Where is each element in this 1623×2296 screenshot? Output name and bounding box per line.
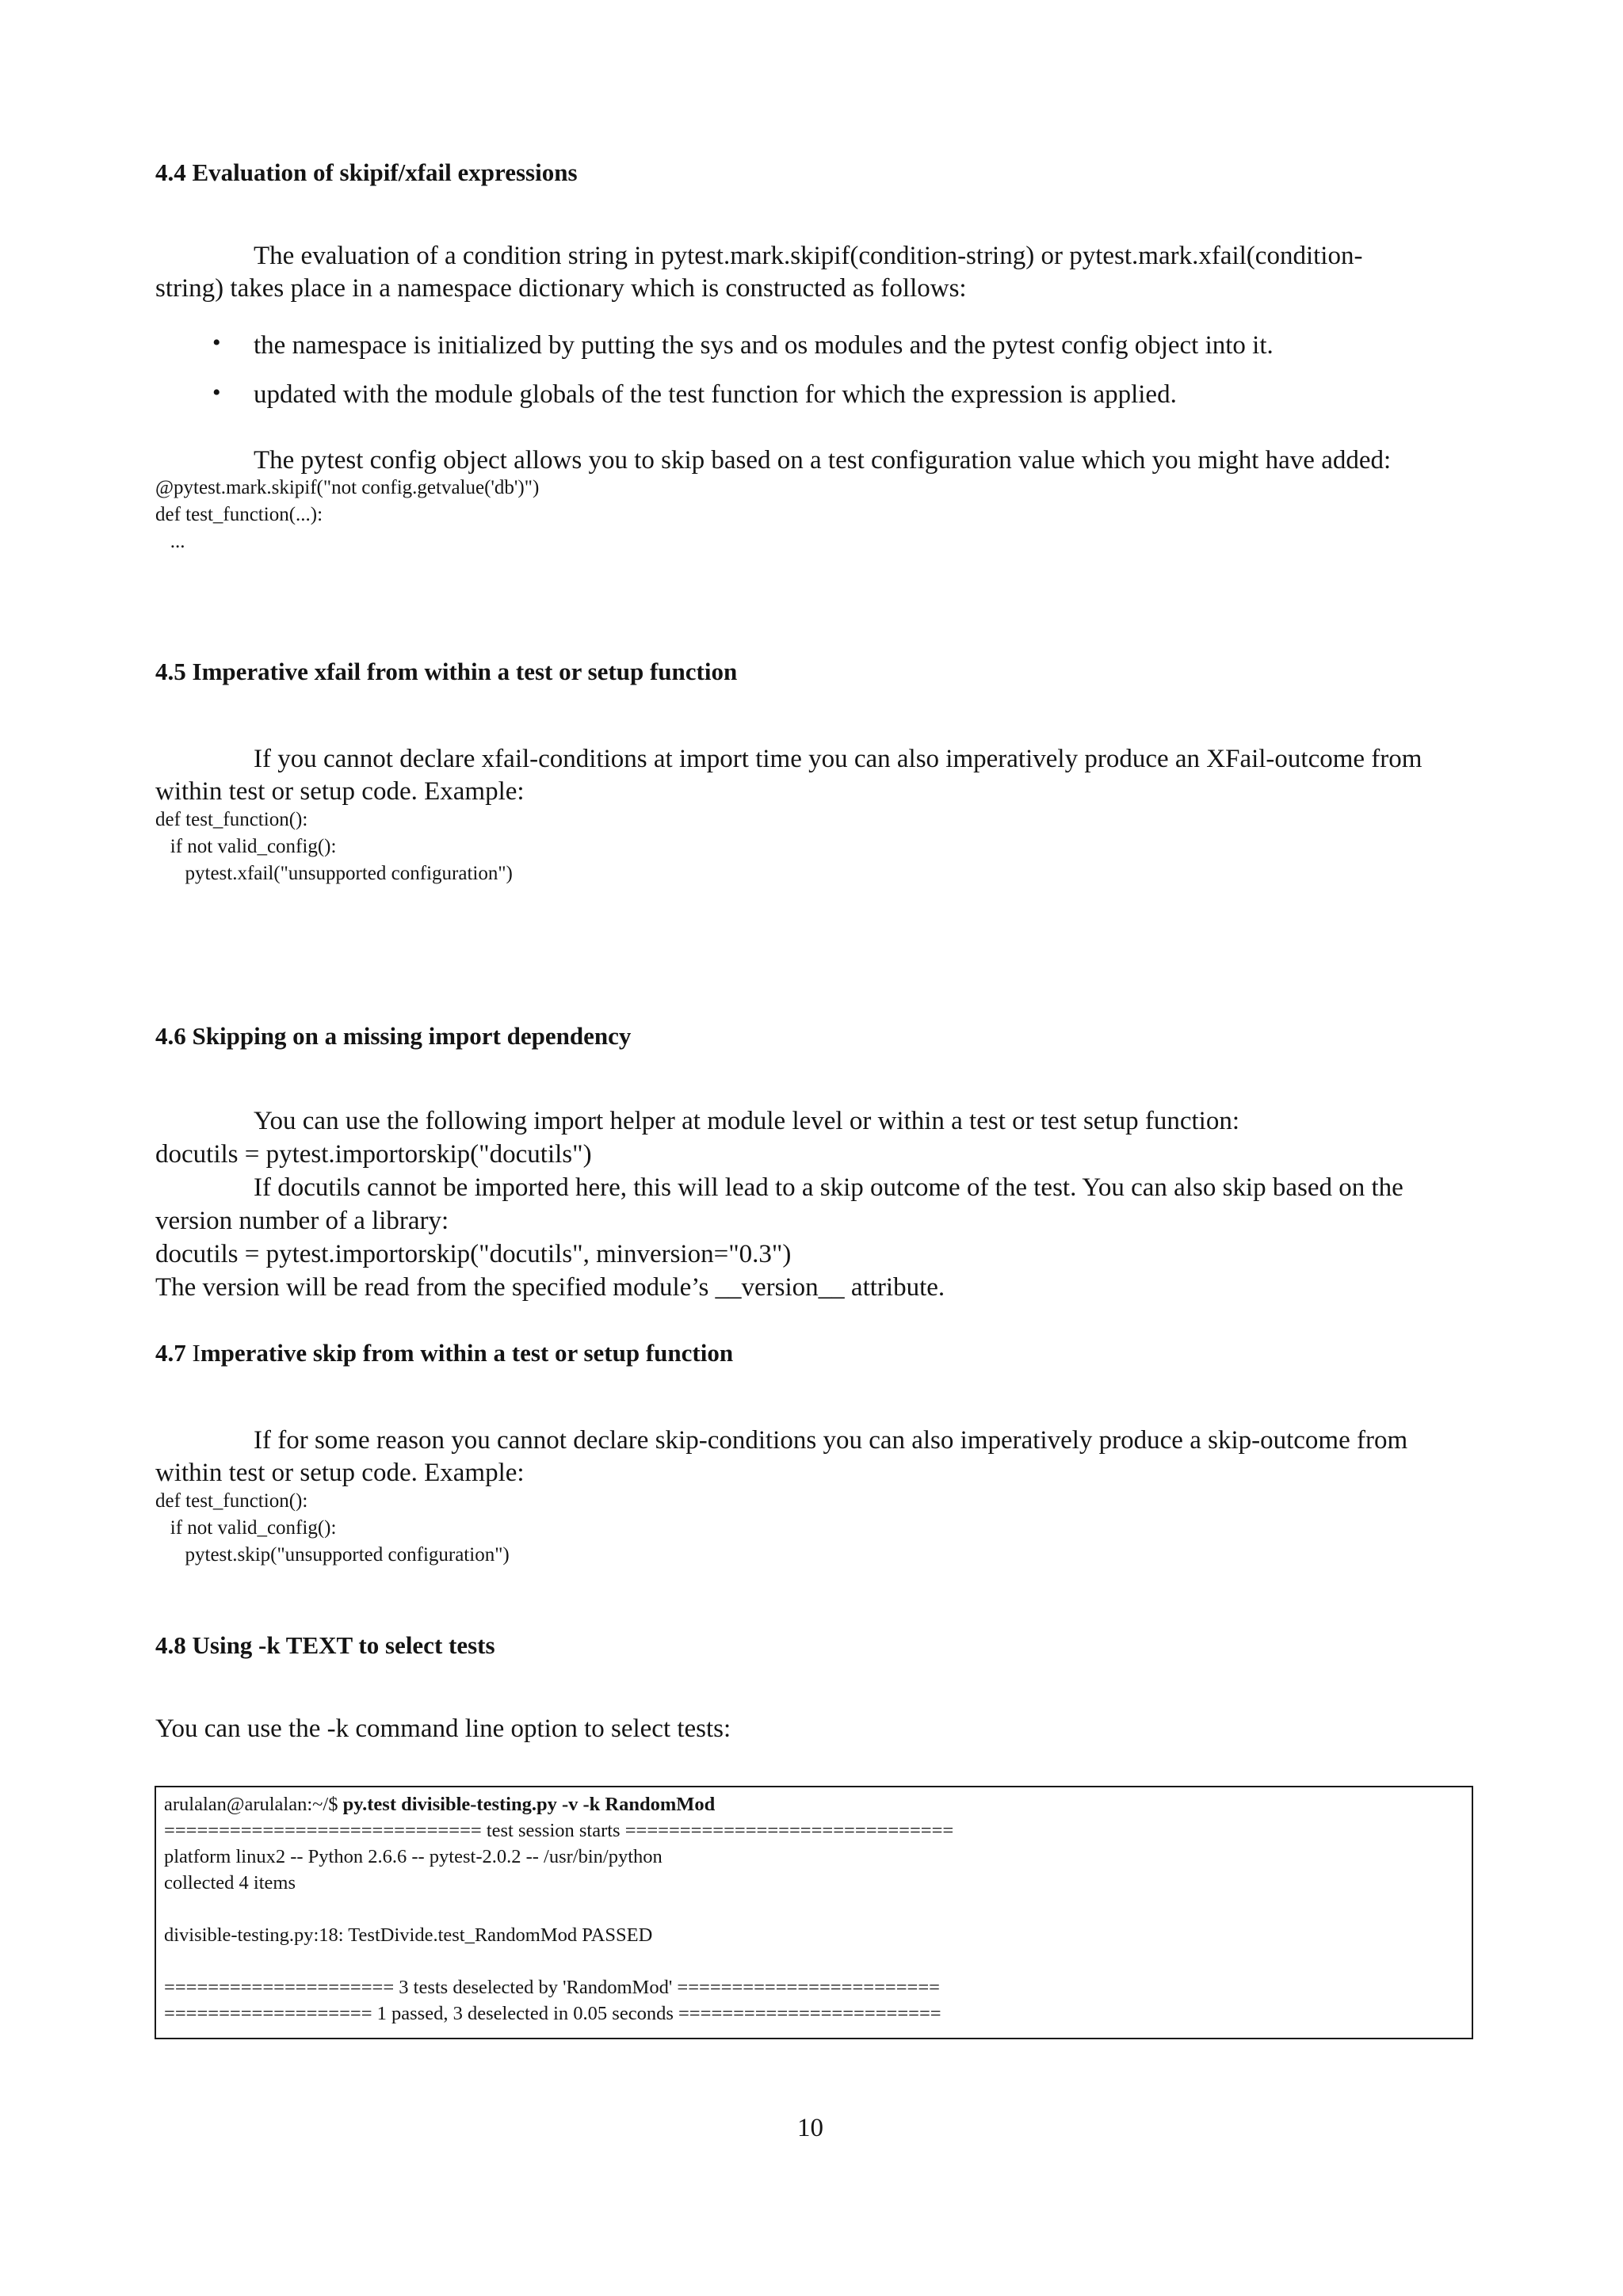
s46-line1: You can use the following import helper at module level or within a test or test setup function:: [254, 1107, 1239, 1135]
terminal-command: py.test divisible-testing.py -v -k RandomMod: [342, 1794, 716, 1815]
s46-line5: docutils = pytest.importorskip("docutils", minversion="0.3"): [155, 1240, 792, 1268]
heading-4-7-prefix: 4.7: [155, 1339, 193, 1367]
terminal-line: collected 4 items: [164, 1872, 296, 1894]
s44-code-line: def test_function(...):: [155, 504, 323, 525]
s47-code-line: if not valid_config():: [155, 1517, 337, 1539]
s47-code-line: def test_function():: [155, 1490, 308, 1512]
s47-para-line1: If for some reason you cannot declare skip-conditions you can also imperatively produce a skip-outcome from: [254, 1426, 1408, 1455]
s46-line6: The version will be read from the specified module’s __version__ attribute.: [155, 1273, 945, 1302]
terminal-output-box: [155, 1786, 1473, 2039]
s45-para-line2: within test or setup code. Example:: [155, 777, 525, 806]
heading-4-4: 4.4 Evaluation of skipif/xfail expressions: [155, 158, 578, 186]
terminal-line: =================== 1 passed, 3 deselected in 0.05 seconds ========================: [164, 2003, 941, 2024]
heading-4-8: 4.8 Using -k TEXT to select tests: [155, 1631, 495, 1659]
terminal-line: platform linux2 -- Python 2.6.6 -- pytest-2.0.2 -- /usr/bin/python: [164, 1846, 663, 1867]
s45-para-line1: If you cannot declare xfail-conditions at import time you can also imperatively produce an XFail-outcome from: [254, 745, 1423, 773]
s44-para-line2: string) takes place in a namespace dictionary which is constructed as follows:: [155, 274, 967, 303]
s46-line2: docutils = pytest.importorskip("docutils"): [155, 1140, 592, 1169]
s44-para2: The pytest config object allows you to skip based on a test configuration value which you might have added:: [254, 446, 1392, 475]
heading-4-7-cap: I: [192, 1339, 200, 1367]
page-number: 10: [797, 2114, 823, 2142]
bullet-icon: •: [212, 379, 221, 406]
s44-code-line: ...: [155, 531, 185, 552]
terminal-line: ============================= test session starts ==============================: [164, 1820, 954, 1841]
terminal-line: divisible-testing.py:18: TestDivide.test_RandomMod PASSED: [164, 1924, 653, 1946]
s44-bullet-2: updated with the module globals of the test function for which the expression is applied.: [254, 380, 1177, 409]
heading-4-5: 4.5 Imperative xfail from within a test or setup function: [155, 658, 738, 685]
s47-para-line2: within test or setup code. Example:: [155, 1459, 525, 1487]
s44-para-line1: The evaluation of a condition string in pytest.mark.skipif(condition-string) or pytest.mark.xfail(condition-: [254, 242, 1363, 270]
terminal-command-line: [164, 1794, 715, 1816]
heading-4-7: [155, 1339, 733, 1367]
s45-code-line: pytest.xfail("unsupported configuration"): [155, 863, 513, 884]
s45-code-line: if not valid_config():: [155, 836, 337, 857]
bullet-icon: •: [212, 330, 221, 356]
heading-4-7-rest: mperative skip from within a test or setup function: [200, 1339, 734, 1367]
s44-code-line: @pytest.mark.skipif("not config.getvalue('db')"): [155, 477, 540, 498]
s45-code-line: def test_function():: [155, 809, 308, 830]
s46-line4: version number of a library:: [155, 1207, 449, 1235]
terminal-line: ===================== 3 tests deselected by 'RandomMod' ========================: [164, 1977, 940, 1998]
s44-bullet-1: the namespace is initialized by putting the sys and os modules and the pytest config object into it.: [254, 331, 1274, 360]
heading-4-6: 4.6 Skipping on a missing import dependency: [155, 1022, 632, 1050]
s47-code-line: pytest.skip("unsupported configuration"): [155, 1544, 510, 1566]
s48-para: You can use the -k command line option to select tests:: [155, 1714, 731, 1743]
terminal-prompt: arulalan@arulalan:~/$: [164, 1794, 343, 1815]
s46-line3: If docutils cannot be imported here, this will lead to a skip outcome of the test. You can also skip based on the: [254, 1173, 1403, 1202]
